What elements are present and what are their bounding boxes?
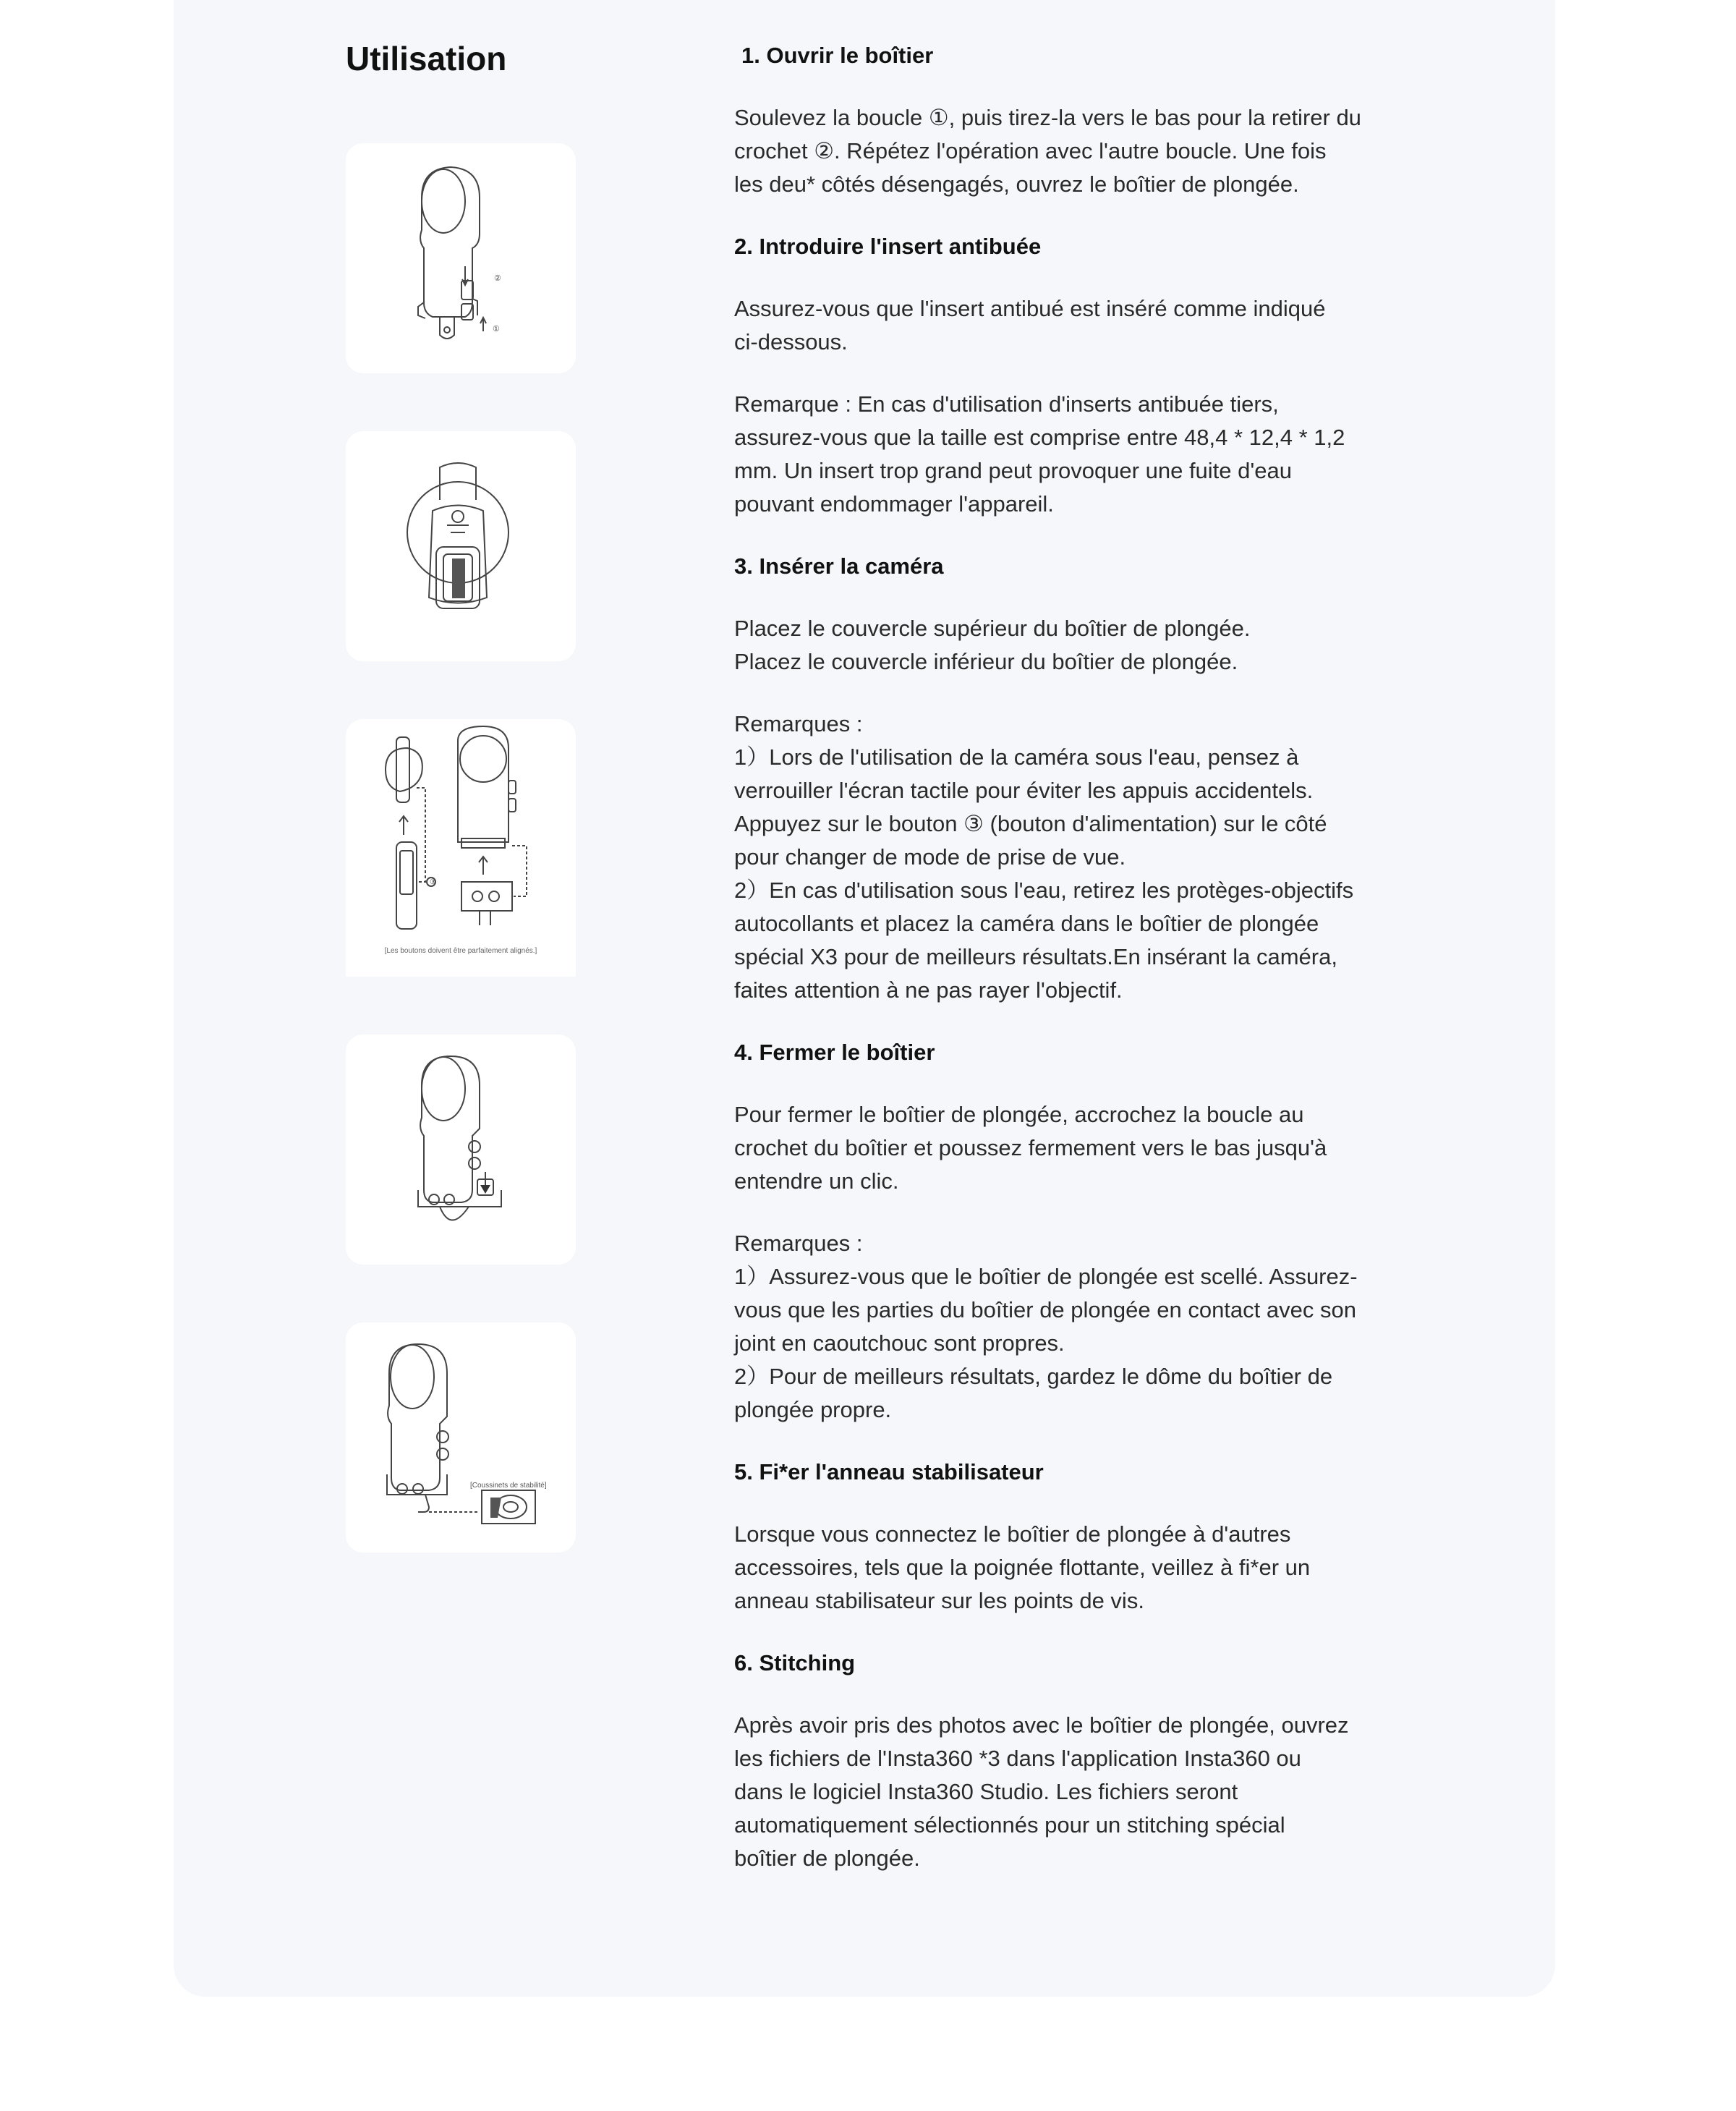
text-line: Soulevez la boucle ①, puis tirez-la vers le bas pour la retirer du [734,105,1361,130]
text-line: Remarques : [734,1231,863,1256]
text-line: Remarques : [734,711,863,736]
marker-1: ① [493,325,500,334]
step-4-remarks [734,1227,1371,1427]
insert-camera-illustration [346,719,576,977]
text-line: boîtier de plongée. [734,1845,920,1871]
text-line: Lorsque vous connectez le boîtier de plongée à d'autres [734,1521,1291,1547]
text-line: ci-dessous. [734,329,848,354]
text-line: 2）En cas d'utilisation sous l'eau, retirez les protèges-objectifs [734,878,1354,903]
text-line: assurez-vous que la taille est comprise entre 48,4 * 12,4 * 1,2 [734,425,1345,450]
text-line: verrouiller l'écran tactile pour éviter les appuis accidentels. [734,778,1314,803]
text-line: vous que les parties du boîtier de plongée en contact avec son [734,1297,1356,1322]
text-line: pour changer de mode de prise de vue. [734,844,1126,870]
text-line: Remarque : En cas d'utilisation d'inserts antibuée tiers, [734,391,1279,417]
step-2-paragraph [734,292,1371,359]
text-line: 1）Lors de l'utilisation de la caméra sous l'eau, pensez à [734,744,1299,770]
dive-case-open-illustration [346,143,576,373]
text-line: Pour fermer le boîtier de plongée, accrochez la boucle au [734,1102,1304,1127]
steps-content [734,39,1371,1904]
text-line: crochet ②. Répétez l'opération avec l'autre boucle. Une fois [734,138,1327,163]
figure-caption-pads: [Coussinets de stabilité] [470,1482,547,1490]
marker-2: ② [494,274,501,283]
step-4-title: 4. Fermer le boîtier [734,1040,935,1065]
text-line: les fichiers de l'Insta360 *3 dans l'application Insta360 ou [734,1746,1301,1771]
step-6-paragraph [734,1709,1371,1875]
text-line: anneau stabilisateur sur les points de vis. [734,1588,1144,1613]
text-line: accessoires, tels que la poignée flottante, veillez à fi*er un [734,1555,1311,1580]
figure-caption-align: [Les boutons doivent être parfaitement alignés.] [384,947,537,955]
step-1-title: 1. Ouvrir le boîtier [741,43,934,68]
text-line: spécial X3 pour de meilleurs résultats.En insérant la caméra, [734,944,1337,969]
text-line: automatiquement sélectionnés pour un stitching spécial [734,1812,1285,1838]
text-line: faites attention à ne pas rayer l'objectif. [734,977,1123,1003]
text-line: les deu* côtés désengagés, ouvrez le boîtier de plongée. [734,171,1299,197]
step-2-title: 2. Introduire l'insert antibuée [734,234,1042,259]
text-line: dans le logiciel Insta360 Studio. Les fichiers seront [734,1779,1238,1804]
text-line: crochet du boîtier et poussez fermement vers le bas jusqu'à [734,1135,1327,1160]
text-line: Appuyez sur le bouton ③ (bouton d'alimentation) sur le côté [734,811,1327,836]
step-1-paragraph [734,101,1371,201]
text-line: plongée propre. [734,1397,892,1422]
text-line: Assurez-vous que l'insert antibué est inséré comme indiqué [734,296,1326,321]
step-2-remark [734,388,1371,521]
step-3-remarks [734,708,1371,1007]
text-line: joint en caoutchouc sont propres. [734,1330,1065,1356]
step-3-title: 3. Insérer la caméra [734,553,944,579]
text-line: pouvant endommager l'appareil. [734,491,1054,517]
close-case-illustration [346,1035,576,1265]
text-line: Après avoir pris des photos avec le boîtier de plongée, ouvrez [734,1712,1349,1738]
figure-stability-ring [346,1322,576,1553]
marker-3: ③ [430,878,436,886]
text-line: autocollants et placez la caméra dans le boîtier de plongée [734,911,1319,936]
step-5-title: 5. Fi*er l'anneau stabilisateur [734,1459,1044,1485]
text-line: entendre un clic. [734,1168,899,1194]
stability-ring-illustration [346,1322,576,1553]
text-line: 1）Assurez-vous que le boîtier de plongée est scellé. Assurez- [734,1264,1358,1289]
figure-insert-camera [346,719,576,977]
section-title: Utilisation [346,40,507,77]
text-line: mm. Un insert trop grand peut provoquer une fuite d'eau [734,458,1293,483]
figure-antifog-insert [346,431,576,661]
step-6-title: 6. Stitching [734,1650,856,1675]
step-4-paragraph [734,1098,1371,1198]
figure-close-case [346,1035,576,1265]
step-5-paragraph [734,1518,1371,1618]
text-line: 2）Pour de meilleurs résultats, gardez le dôme du boîtier de [734,1364,1333,1389]
step-3-paragraph [734,612,1371,679]
text-line: Placez le couvercle supérieur du boîtier de plongée. [734,616,1251,641]
figure-open-case [346,143,576,373]
text-line: Placez le couvercle inférieur du boîtier de plongée. [734,649,1238,674]
antifog-insert-illustration [346,431,576,661]
